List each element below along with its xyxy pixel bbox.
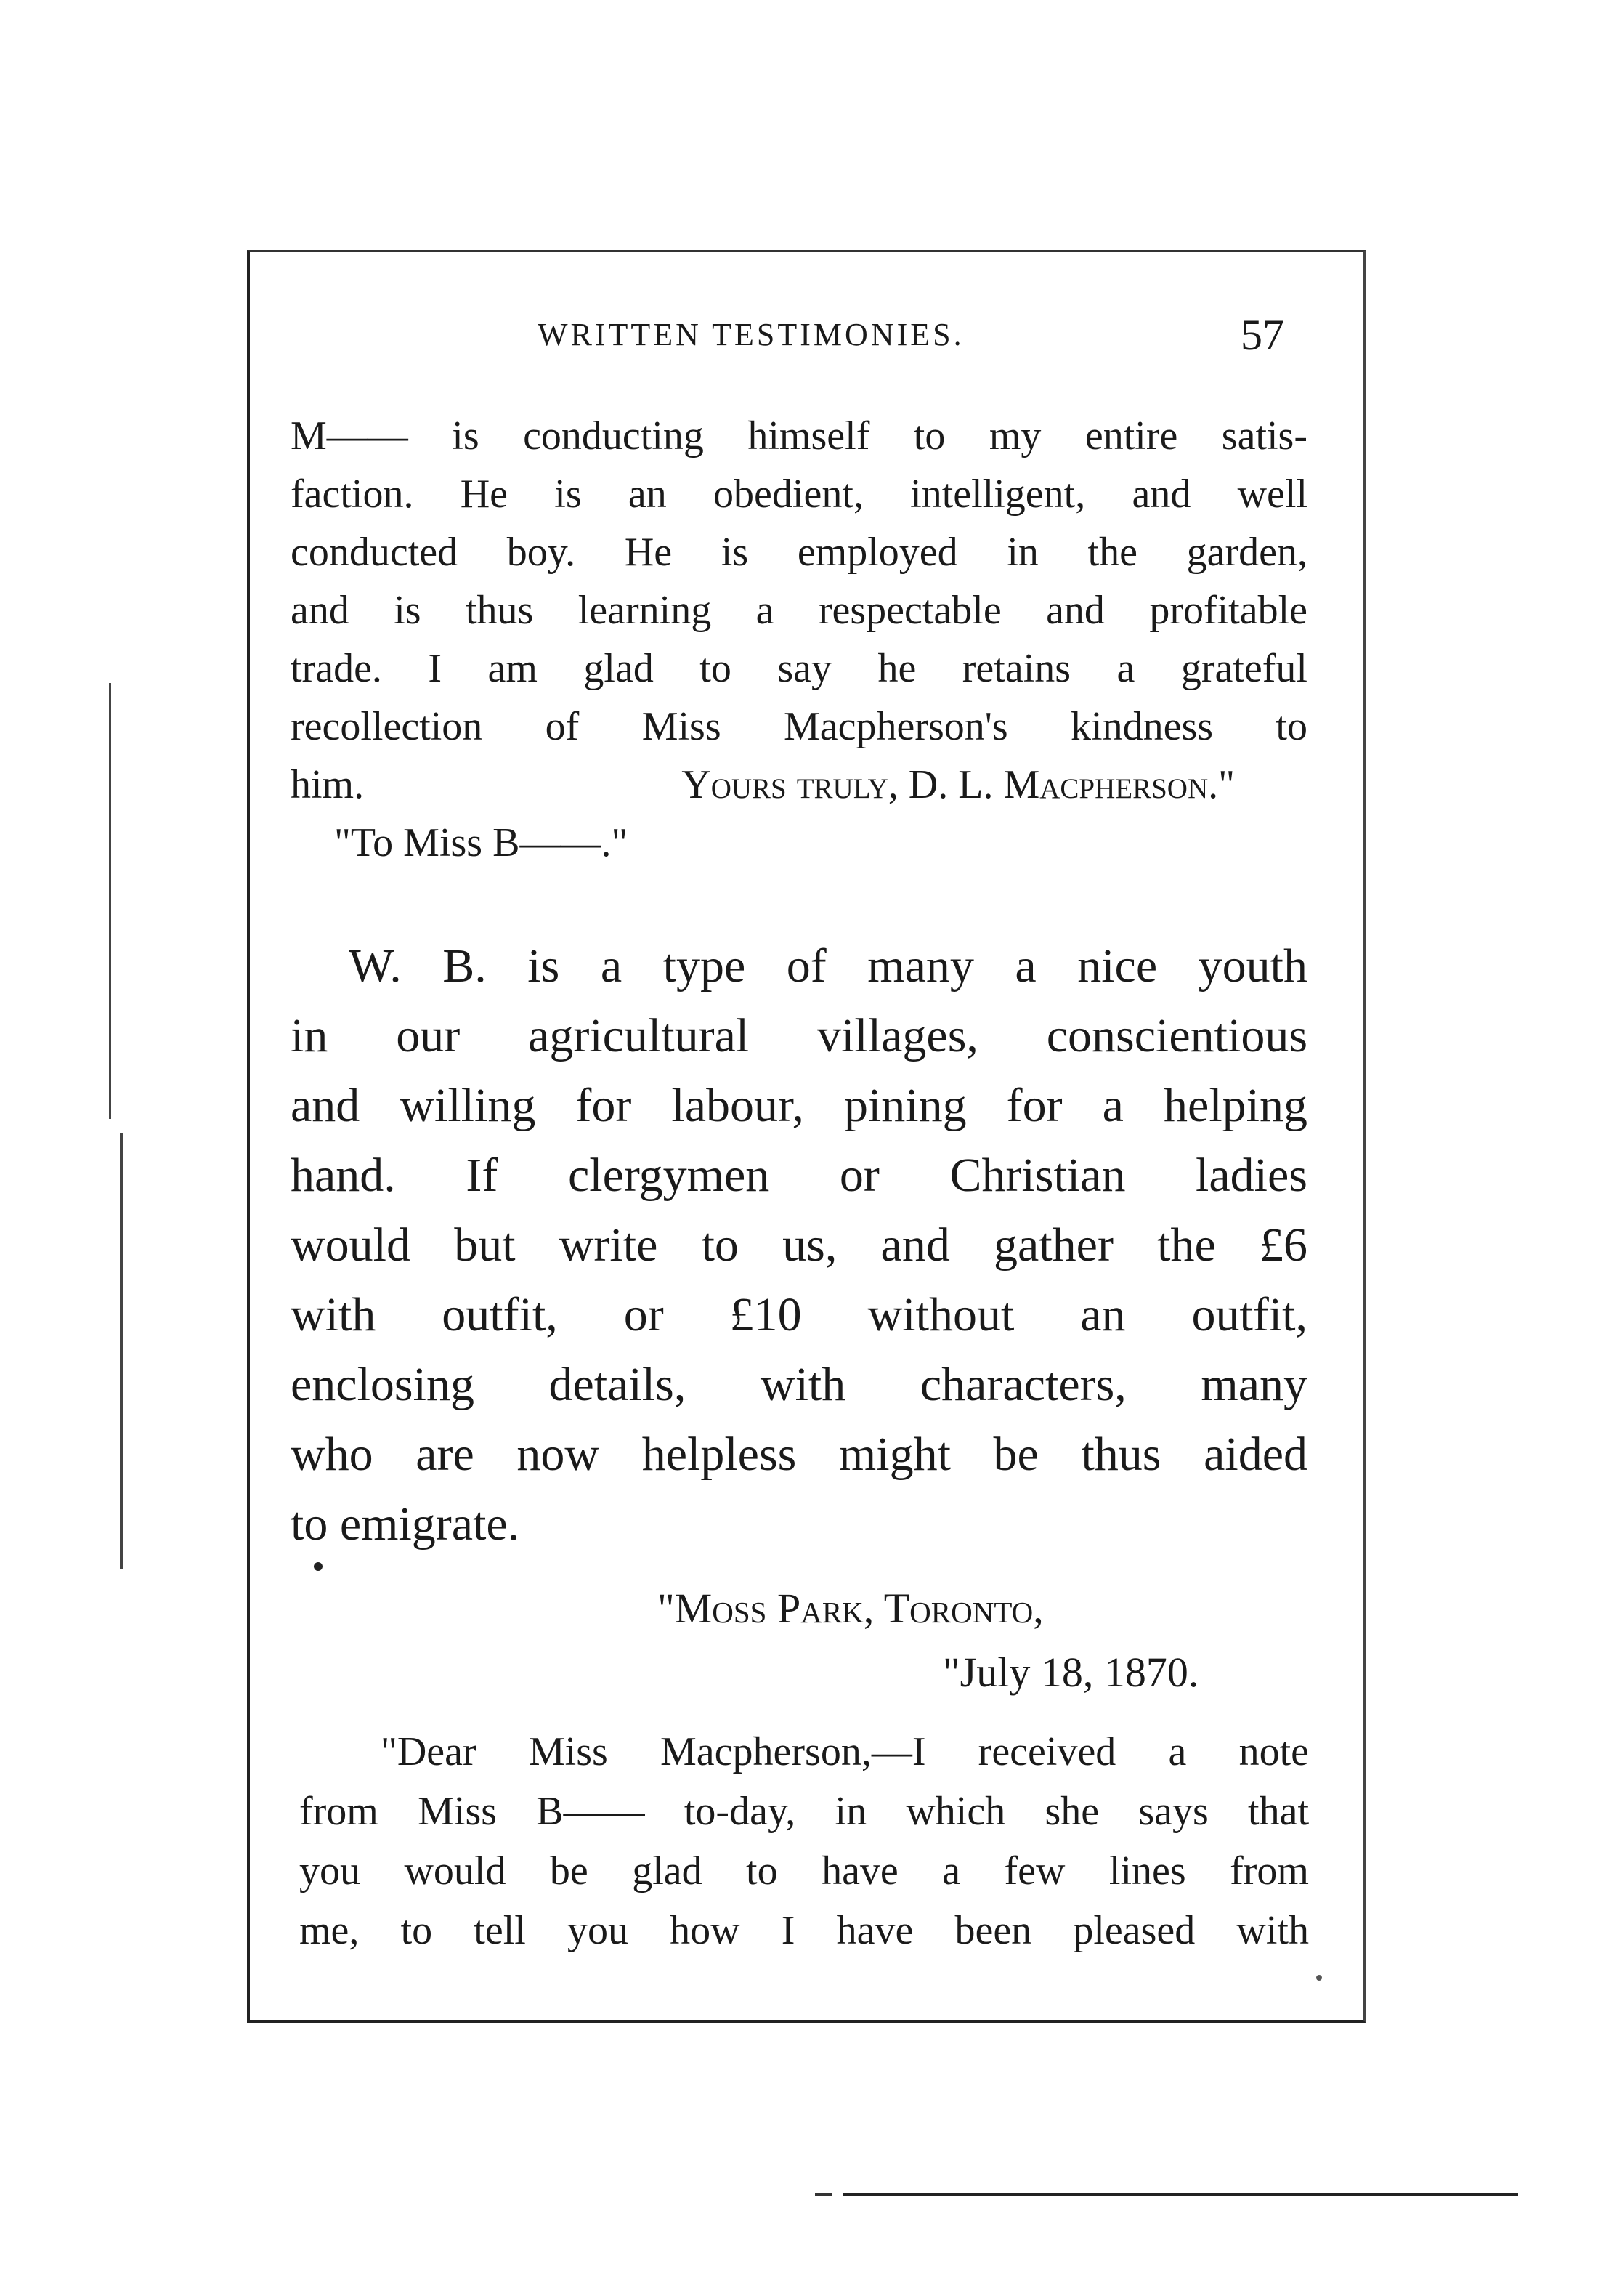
appeal-paragraph bbox=[291, 931, 1307, 1559]
page-number: 57 bbox=[1241, 311, 1284, 359]
text-line: hand. If clergymen or Christian ladies bbox=[291, 1149, 1307, 1202]
text-line: with outfit, or £10 without an outfit, bbox=[291, 1288, 1307, 1341]
text-line: to emigrate. bbox=[291, 1497, 520, 1551]
text-line: W. B. is a type of many a nice youth bbox=[349, 939, 1307, 993]
addressee-line: "To Miss B——." bbox=[334, 820, 628, 865]
text-line: trade. I am glad to say he retains a grateful bbox=[291, 646, 1307, 691]
closing-word: him. bbox=[291, 762, 365, 807]
text-line: "Dear Miss Macpherson,—I received a note bbox=[381, 1729, 1309, 1774]
text-line: me, to tell you how I have been pleased with bbox=[299, 1908, 1309, 1953]
text-line: and willing for labour, pining for a helping bbox=[291, 1079, 1307, 1132]
text-line: conducted boy. He is employed in the garden, bbox=[291, 530, 1307, 575]
text-line: M—— is conducting himself to my entire satis- bbox=[291, 413, 1307, 458]
text-line: in our agricultural villages, conscientious bbox=[291, 1009, 1307, 1062]
page-header bbox=[0, 311, 1606, 374]
letter-body bbox=[299, 1722, 1309, 1960]
letter-address: "Moss Park, Toronto, bbox=[657, 1585, 1044, 1632]
text-line: and is thus learning a respectable and profitable bbox=[291, 588, 1307, 633]
text-line: recollection of Miss Macpherson's kindness to bbox=[291, 704, 1307, 749]
ink-speck bbox=[314, 1562, 323, 1571]
signature: Yours truly, D. L. Macpherson." bbox=[681, 762, 1235, 807]
text-line: faction. He is an obedient, intelligent, and well bbox=[291, 472, 1307, 517]
bottom-rule bbox=[843, 2193, 1518, 2196]
bottom-rule bbox=[815, 2193, 832, 2196]
signature-line bbox=[291, 756, 1264, 814]
text-line: enclosing details, with characters, many bbox=[291, 1358, 1307, 1411]
margin-mark bbox=[109, 683, 111, 1119]
running-title: WRITTEN TESTIMONIES. bbox=[538, 317, 965, 352]
text-line: who are now helpless might be thus aided bbox=[291, 1428, 1307, 1481]
margin-mark bbox=[120, 1133, 123, 1569]
text-line: from Miss B—— to-day, in which she says that bbox=[299, 1789, 1309, 1834]
ink-speck bbox=[1316, 1975, 1322, 1981]
letter-date: "July 18, 1870. bbox=[943, 1649, 1199, 1696]
text-line: you would be glad to have a few lines from bbox=[299, 1848, 1309, 1893]
text-line: would but write to us, and gather the £6 bbox=[291, 1218, 1307, 1272]
letter-excerpt bbox=[291, 407, 1307, 872]
